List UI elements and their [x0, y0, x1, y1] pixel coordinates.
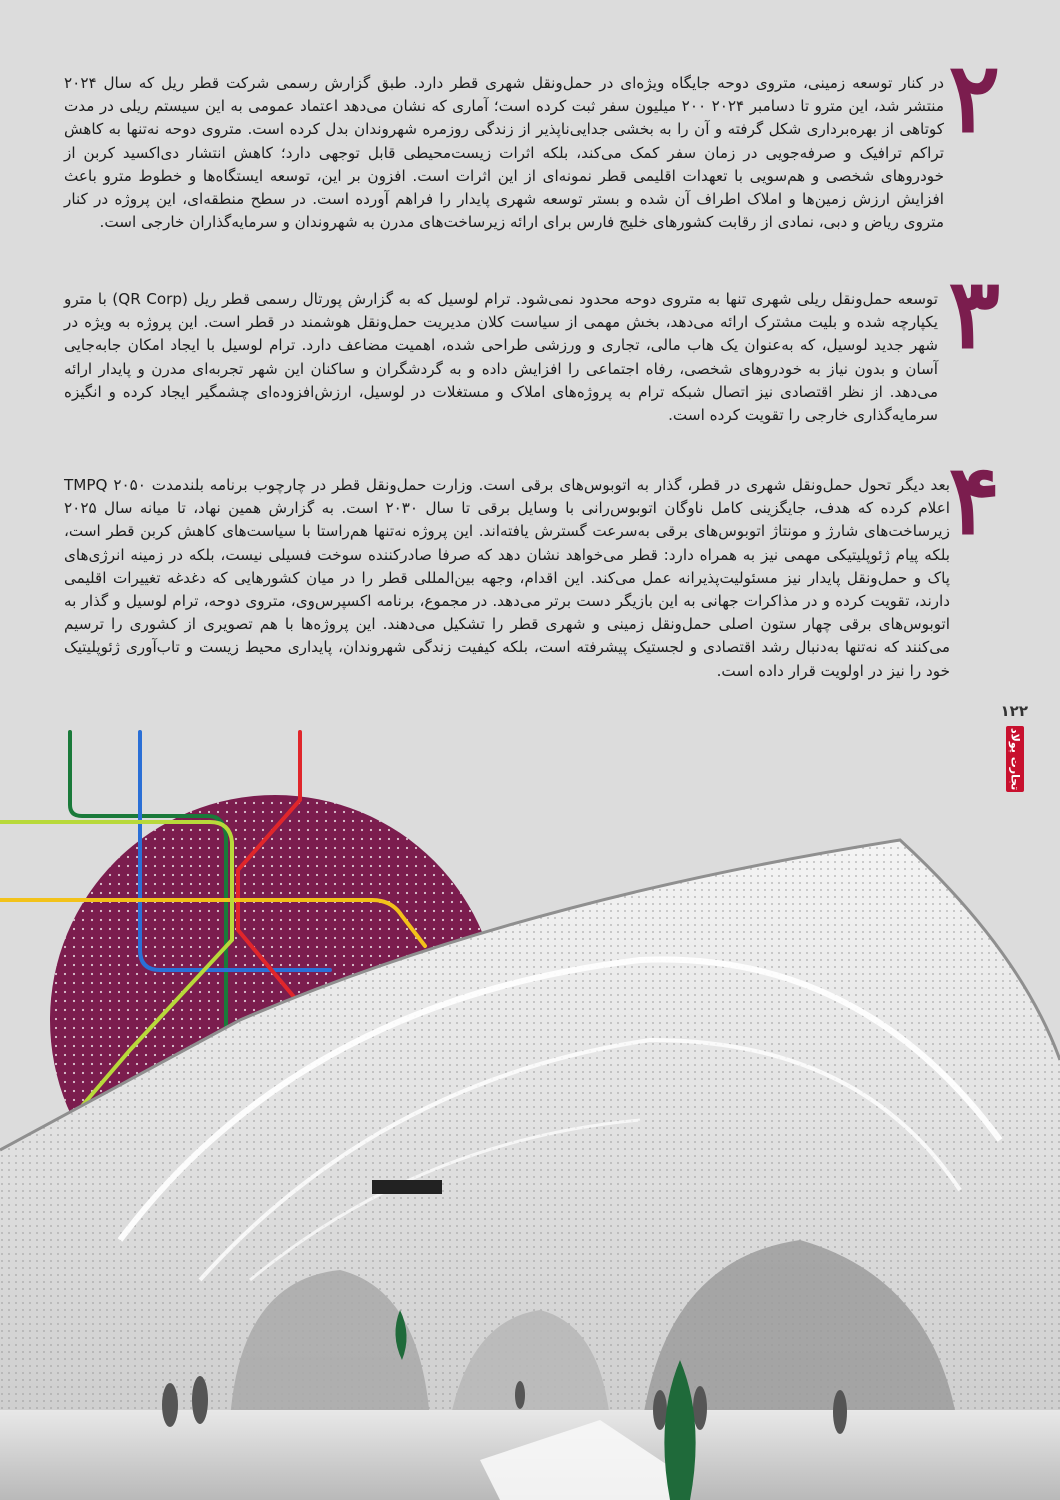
page-number: ۱۲۲ — [1000, 702, 1028, 720]
section-number: ۳ — [948, 257, 1000, 370]
section-4 — [64, 443, 1000, 683]
section-number: ۴ — [948, 443, 1000, 556]
metro-station-illustration — [0, 720, 1060, 1500]
section-3 — [64, 257, 1000, 427]
section-number: ۲ — [948, 41, 1000, 154]
section-2 — [64, 41, 1000, 234]
section-text: بعد دیگر تحول حمل‌ونقل شهری در قطر، گذار به اتوبوس‌های برقی است. وزارت حمل‌ونقل قطر در چارچوب برنامه بلندمدت TMPQ ۲۰۵۰ اعلام کرده که هدف، جایگزینی کامل ناوگان اتوبوس‌رانی با وسایل برقی تا سال ۲۰۳۰ است. به گزارش همین نهاد، تا میانه سال ۲۰۲۵ زیرساخت‌های شارژ و مونتاژ اتوبوس‌های برقی به‌سرعت گسترش یافته‌اند. این پروژه نه‌تنها هم‌راستا با سیاست‌های کاهش کربن قطر است، بلکه پیام ژئوپلیتیکی مهمی نیز به همراه دارد: قطر می‌خواهد نشان دهد که صرفا صادرکننده سوخت فسیلی نیست، بلکه در زمینه انرژی‌های پاک و حمل‌ونقل پایدار نیز مسئولیت‌پذیرانه عمل می‌کند. این اقدام، وجهه بین‌المللی قطر را در میان کشورهایی که دغدغه تغییرات اقلیمی دارند، تقویت کرده و در مذاکرات جهانی به این بازیگر دست برتر می‌دهد. در مجموع، برنامه اکسپرس‌وی، متروی دوحه، ترام لوسیل و گذار به اتوبوس‌های برقی چهار ستون اصلی حمل‌ونقل زمینی و شهری قطر را تشکیل می‌دهند. این پروژه‌ها با هم تصویری از کشوری را ترسیم می‌کنند که نه‌تنها به‌دنبال رشد اقتصادی و لجستیک پیشرفته است، بلکه کیفیت زندگی شهروندان، پایداری محیط زیست و تاب‌آوری ژئوپلیتیک خود را نیز در اولویت قرار داده است. — [64, 476, 950, 680]
brand-label: تجارت پولاد — [1008, 727, 1022, 791]
section-text: در کنار توسعه زمینی، متروی دوحه جایگاه ویژه‌ای در حمل‌ونقل شهری قطر دارد. طبق گزارش رسمی شرکت قطر ریل که سال ۲۰۲۴ منتشر شد، این مترو تا دسامبر ۲۰۲۴ ۲۰۰ میلیون سفر ثبت کرده است؛ آماری که نشان می‌دهد اعتماد عمومی به این سیستم ریلی در مدت کوتاهی از بهره‌برداری شکل گرفته و آن را به بخشی جدایی‌ناپذیر از زندگی روزمره شهروندان بدل کرده است. متروی دوحه نه‌تنها به کاهش تراکم ترافیک و صرفه‌جویی در زمان سفر کمک می‌کند، بلکه اثرات زیست‌محیطی قابل توجهی دارد؛ کاهش انتشار دی‌اکسید کربن از خودروهای شخصی و هم‌سویی با تعهدات اقلیمی قطر نمونه‌ای از این اثرات است. افزون بر این، توسعه ایستگاه‌ها و خطوط مترو باعث افزایش ارزش زمین‌ها و املاک اطراف آن شده و بستر توسعه شهری پایدار را فراهم آورده است. در سطح منطقه‌ای، این پروژه در کنار متروی ریاض و دبی، نمادی از رقابت کشورهای خلیج فارس برای ارائه زیرساخت‌های مدرن به شهروندان و سرمایه‌گذاران خارجی است. — [64, 74, 945, 232]
section-text: توسعه حمل‌ونقل ریلی شهری تنها به متروی دوحه محدود نمی‌شود. ترام لوسیل که به گزارش پورتال رسمی قطر ریل (QR Corp) با مترو یکپارچه شده و بلیت مشترک ارائه می‌دهد، بخش مهمی از سیاست کلان مدیریت حمل‌ونقل هوشمند در قطر است. این پروژه به ویژه در شهر جدید لوسیل، که به‌عنوان یک هاب مالی، تجاری و ورزشی طراحی شده، اهمیت مضاعف دارد. ترام لوسیل با ایجاد امکان جابه‌جایی آسان و بدون نیاز به خودروهای شخصی، رفاه اجتماعی را افزایش داده و به گردشگران و ساکنان این شهر تجربه‌ای مدرن و پایدار ارائه می‌دهد. از نظر اقتصادی نیز اتصال شبکه ترام به پروژه‌های املاک و مستغلات در لوسیل، ارزش‌افزوده‌ای چشمگیر ایجاد کرده و انگیزه سرمایه‌گذاری خارجی را تقویت کرده است. — [64, 290, 938, 425]
station-sign — [372, 1180, 442, 1194]
